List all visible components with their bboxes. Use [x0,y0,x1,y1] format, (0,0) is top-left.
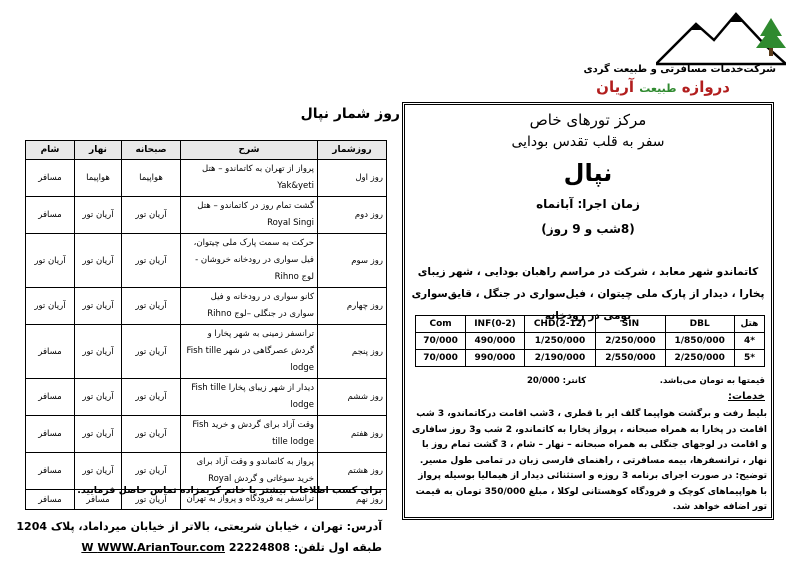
schedule-day: روز چهارم [318,288,387,325]
price-cell: 2/250/000 [596,333,665,350]
services-text: بلیط رفت و برگشت هواپیما گلف ایر با قطری ، 3شب اقامت درکاتماندو، 3 شب اقامت در پخارا به همراه صبحانه ، پرواز پخارا به کاتماندو، 2 شب و3 روز سافاری و اقامت در لوجهای جنگلی به همراه صبحانه – نهار – شام ، 3 گشت تمام روز با نهار ، ترانسفرها، بیمه مسافرتی ، راهنمای فارسی زبان در تمامی طول مسیر. [412,409,767,466]
schedule-desc: حرکت به سمت پارک ملی چیتوان، فیل سواری در رودخانه خروشان - لوج Rihno [181,234,318,288]
schedule-header-row [26,141,387,160]
schedule-breakfast: آریان تور [122,288,181,325]
price-cell: 4* [734,333,764,350]
phone-and-website [81,541,382,554]
price-cell: 2/190/000 [524,350,596,367]
schedule-breakfast: هواپیما [122,160,181,197]
schedule-row [26,416,387,453]
price-header: DBL [665,316,734,333]
price-cell: 490/000 [466,333,525,350]
schedule-header: شرح [181,141,318,160]
schedule-lunch: آریان تور [75,234,122,288]
schedule-table [25,140,387,510]
website-url: WWW.ArianTour.com [97,541,225,554]
schedule-day: روز هفتم [318,416,387,453]
price-header: INF(0-2) [466,316,525,333]
schedule-dinner: مسافر [26,490,75,510]
schedule-day: روز ششم [318,379,387,416]
price-cell: 1/850/000 [665,333,734,350]
schedule-desc: ترانسفر زمینی به شهر پخارا و گردش عصرگاهی در شهر Fish tille lodge [181,325,318,379]
schedule-dinner: مسافر [26,325,75,379]
schedule-lunch: آریان تور [75,325,122,379]
schedule-header: شام [26,141,75,160]
schedule-header: نهار [75,141,122,160]
schedule-breakfast: آریان تور [122,416,181,453]
price-header: Com [416,316,466,333]
schedule-desc: پرواز به کاتماندو و وقت آزاد برای خرید سوغاتی و گردش Royal [181,453,318,490]
price-cell: 2/550/000 [596,350,665,367]
schedule-desc: پرواز از تهران به کاتماندو – هتل Yak&yeti [181,160,318,197]
box-heading: مرکز تورهای خاص [529,111,647,129]
schedule-dinner: آریان تور [26,288,75,325]
price-header: هتل [734,316,764,333]
company-name: شرکت‌خدمات مسافرتی و طبیعت گردی [583,64,776,75]
services-title: خدمات: [728,391,765,402]
schedule-lunch: مسافر [75,490,122,510]
schedule-row [26,197,387,234]
schedule-breakfast: آریان تور [122,325,181,379]
phone: طبقه اول تلفن: 22224808 [228,541,382,554]
brand-name [596,78,730,96]
price-row [416,350,765,367]
schedule-header: روزشمار [318,141,387,160]
schedule-row [26,453,387,490]
brand-green: طبیعت [639,82,677,95]
price-currency-note: قیمتها به تومان می‌باشد. [659,376,765,386]
schedule-day: روز نهم [318,490,387,510]
schedule-breakfast: آریان تور [122,234,181,288]
services-description [409,407,767,516]
contact-note: برای کسب اطلاعات بیشتر با خانم کریمزاده تماس حاصل فرمایید. [77,485,382,496]
schedule-dinner: آریان تور [26,234,75,288]
price-header: CHD(2-12) [524,316,596,333]
schedule-dinner: مسافر [26,379,75,416]
schedule-lunch: هواپیما [75,160,122,197]
price-cell: 70/000 [416,333,466,350]
schedule-lunch: آریان تور [75,416,122,453]
schedule-dinner: مسافر [26,416,75,453]
schedule-desc: وقت آزاد برای گردش و خرید Fish tille lodge [181,416,318,453]
schedule-desc: کانو سواری در رودخانه و فیل سواری در جنگلی –لوج Rihno [181,288,318,325]
price-header: SIN [596,316,665,333]
schedule-lunch: آریان تور [75,453,122,490]
company-logo [536,6,786,96]
schedule-day: روز سوم [318,234,387,288]
brand-main: دروازه [681,78,730,96]
schedule-dinner: مسافر [26,453,75,490]
schedule-row [26,288,387,325]
schedule-breakfast: آریان تور [122,197,181,234]
price-cell: 2/250/000 [665,350,734,367]
tour-date: زمان اجرا: آبانماه [536,197,640,211]
schedule-desc: ترانسفر به فرودگاه و پرواز به تهران [181,490,318,510]
destination-title: نپال [563,159,613,187]
box-subheading: سفر به قلب تقدس بودایی [511,134,665,150]
schedule-breakfast: آریان تور [122,490,181,510]
price-cell: 990/000 [466,350,525,367]
schedule-dinner: مسافر [26,197,75,234]
mountain-logo-icon [656,6,786,66]
website-link[interactable] [81,541,225,554]
schedule-row [26,379,387,416]
schedule-row [26,160,387,197]
tour-duration: (8شب و 9 روز) [541,222,635,236]
price-table [415,315,765,367]
schedule-title: روز شمار نپال [300,106,400,122]
schedule-day: روز هشتم [318,453,387,490]
price-cell: 70/000 [416,350,466,367]
counter-fee: کانتر: 20/000 [527,376,587,386]
schedule-day: روز دوم [318,197,387,234]
schedule-row [26,234,387,288]
schedule-lunch: آریان تور [75,379,122,416]
schedule-day: روز اول [318,160,387,197]
website-prefix: W [81,541,94,554]
schedule-row [26,325,387,379]
tour-info-box [402,102,774,520]
address: آدرس: تهران ، خیابان شریعتی، بالاتر از خیابان میرداماد، پلاک 1204 [16,520,382,533]
brand-end: آریان [596,78,635,96]
schedule-breakfast: آریان تور [122,453,181,490]
price-cell: 5* [734,350,764,367]
schedule-breakfast: آریان تور [122,379,181,416]
schedule-lunch: آریان تور [75,288,122,325]
schedule-day: روز پنجم [318,325,387,379]
schedule-lunch: آریان تور [75,197,122,234]
price-header-row [416,316,765,333]
schedule-desc: گشت تمام روز در کاتماندو – هتل Royal Singi [181,197,318,234]
schedule-dinner: مسافر [26,160,75,197]
price-row [416,333,765,350]
itinerary-summary: کاتماندو شهر معابد ، شرکت در مراسم راهبان بودایی ، شهر زیبای پخارا ، دیدار از پارک ملی چیتوان ، فیل‌سواری در جنگل ، قایق‌سواری بومی در رودخانه [411,266,765,322]
schedule-header: صبحانه [122,141,181,160]
explanation-text: توضیح: در صورت اجرای برنامه 3 روزه و استثنائی دیدار از هیمالیا بوسیله پرواز با هواپیماهای کوچک و فرودگاه کوهستانی لوکلا ، مبلغ 350/000 تومان به قیمت تور اضافه خواهد شد. [415,471,767,512]
price-cell: 1/250/000 [524,333,596,350]
schedule-desc: دیدار از شهر زیبای پخارا Fish tille lodge [181,379,318,416]
